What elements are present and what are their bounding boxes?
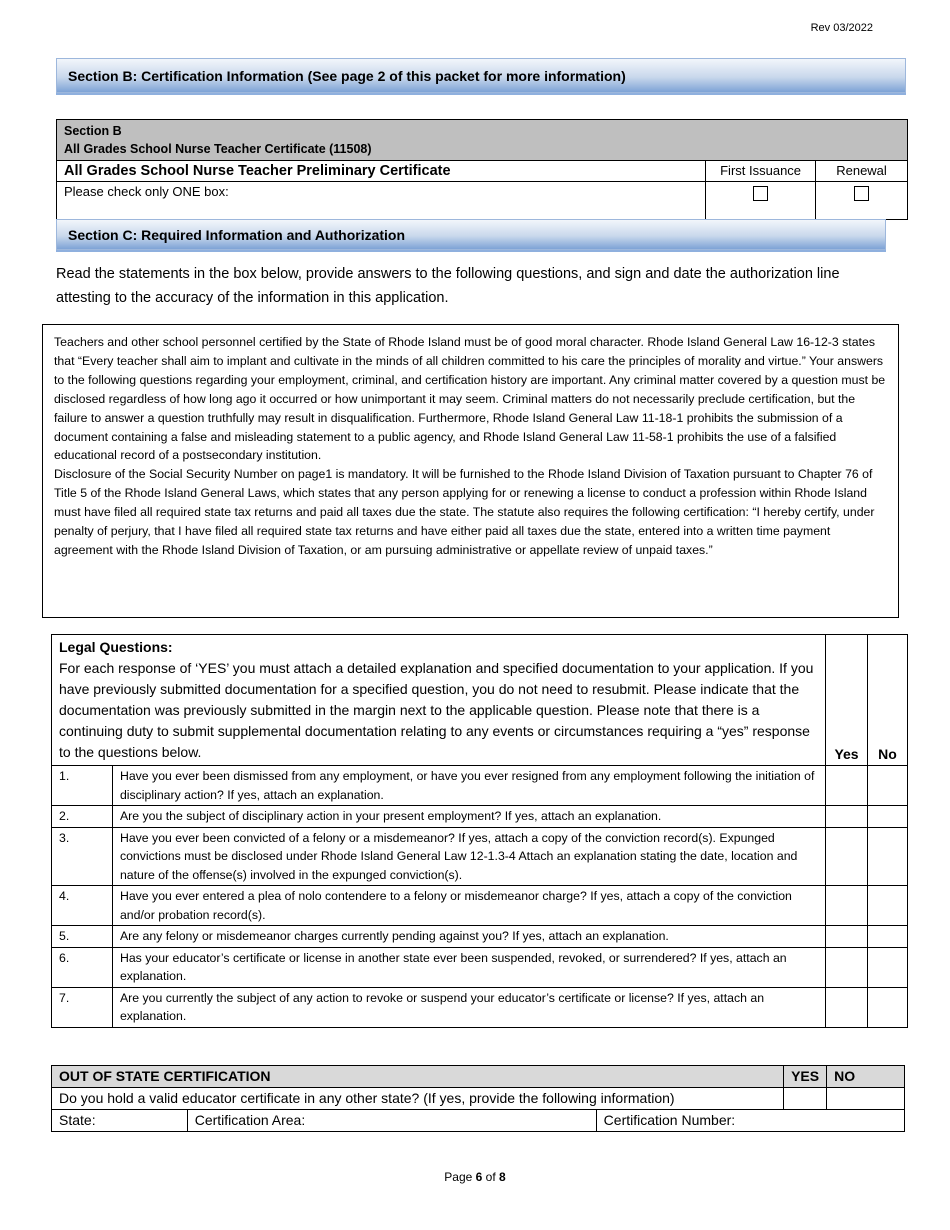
question-5-yes[interactable] <box>826 926 868 948</box>
legal-questions-table <box>51 634 908 1028</box>
question-7-no[interactable] <box>868 987 908 1027</box>
question-row-7 <box>52 987 908 1027</box>
out-of-state-title: OUT OF STATE CERTIFICATION <box>52 1066 784 1088</box>
question-number: 4. <box>52 886 113 926</box>
page-of: of <box>485 1170 496 1184</box>
question-number: 3. <box>52 827 113 886</box>
renewal-cell <box>816 182 908 220</box>
certification-area-field[interactable]: Certification Area: <box>187 1110 596 1132</box>
question-text: Have you ever been convicted of a felony or a misdemeanor? If yes, attach a copy of the conviction record(s). Expunged convictions must be disclosed under Rhode Island General Law 12-1.3-4 Attach an explanation stating the date, location and nature of the offense(s) involved in the expunged conviction(s). <box>112 827 825 886</box>
legal-instructions: For each response of ‘YES’ you must attach a detailed explanation and specified documentation to your application. If you have previously submitted documentation for a specified question, you do not need to resubmit. Please indicate that the documentation was previously submitted in the margin next to the applicable question. Please note that there is a continuing duty to submit supplemental documentation relating to any events or circumstances requiring a “yes” response to the questions below. <box>59 660 814 760</box>
question-row-1 <box>52 766 908 806</box>
question-number: 2. <box>52 806 113 828</box>
question-1-no[interactable] <box>868 766 908 806</box>
question-row-3 <box>52 827 908 886</box>
state-field[interactable]: State: <box>52 1110 188 1132</box>
question-1-yes[interactable] <box>826 766 868 806</box>
statement-paragraph-2: Disclosure of the Social Security Number on page1 is mandatory. It will be furnished to the Rhode Island Division of Taxation pursuant to Chapter 76 of Title 5 of the Rhode Island General Laws, which states that any person applying for or renewing a license to conduct a profession within Rhode Island must have filed all required state tax returns and paid all taxes due the state. The statute also requires the following certification: “I hereby certify, under penalty of perjury, that I have filed all required state tax returns and have either paid all taxes due the state, entered into a written time payment agreement with the Rhode Island Division of Taxation, or am pursuing administrative or appellate review of unpaid taxes.” <box>54 467 875 557</box>
question-text: Are you currently the subject of any action to revoke or suspend your educator’s certificate or license? If yes, attach an explanation. <box>112 987 825 1027</box>
oos-yes-cell[interactable] <box>784 1088 827 1110</box>
question-2-no[interactable] <box>868 806 908 828</box>
question-text: Have you ever entered a plea of nolo contendere to a felony or misdemeanor charge? If yes, attach a copy of the conviction and/or probation record(s). <box>112 886 825 926</box>
cert-title: All Grades School Nurse Teacher Certificate (11508) <box>64 142 372 156</box>
section-c-banner: Section C: Required Information and Authorization <box>56 219 886 250</box>
page-footer <box>0 1170 950 1184</box>
question-row-2 <box>52 806 908 828</box>
question-row-4 <box>52 886 908 926</box>
section-b-banner: Section B: Certification Information (See page 2 of this packet for more information) <box>56 58 906 93</box>
page-number: 6 <box>475 1170 483 1184</box>
question-3-no[interactable] <box>868 827 908 886</box>
question-3-yes[interactable] <box>826 827 868 886</box>
question-4-yes[interactable] <box>826 886 868 926</box>
question-text: Are any felony or misdemeanor charges currently pending against you? If yes, attach an explanation. <box>112 926 825 948</box>
no-header: No <box>868 635 908 766</box>
question-row-5 <box>52 926 908 948</box>
out-of-state-table <box>51 1065 905 1132</box>
section-b-label: Section B <box>64 124 122 138</box>
renewal-header: Renewal <box>816 161 908 182</box>
first-issuance-cell <box>706 182 816 220</box>
page-prefix: Page <box>444 1170 473 1184</box>
legal-header <box>52 635 826 766</box>
section-b-table <box>56 119 908 220</box>
statement-paragraph-1: Teachers and other school personnel certified by the State of Rhode Island must be of good moral character. Rhode Island General Law 16-12-3 states that “Every teacher shall aim to implant and cultivate in the minds of all children committed to his care the principles of morality and virtue.” Your answers to the following questions regarding your employment, criminal, and certification history are important. Any criminal matter covered by a question must be disclosed regardless of how long ago it occurred or how unimportant it may seem. Criminal matters do not necessarily preclude certification, but the failure to answer a question truthfully may result in disqualification. Furthermore, Rhode Island General Law 11-18-1 prohibits the submission of a document containing a false and misleading statement to a public agency, and Rhode Island General Law 11-58-1 prohibits the use of a falsified educational record of a postsecondary institution. <box>54 335 886 463</box>
question-number: 6. <box>52 947 113 987</box>
section-c-intro: Read the statements in the box below, provide answers to the following questions, and sign and date the authorization line attesting to the accuracy of the information in this application. <box>56 266 840 306</box>
question-number: 7. <box>52 987 113 1027</box>
legal-title: Legal Questions: <box>59 639 173 655</box>
question-text: Are you the subject of disciplinary action in your present employment? If yes, attach an explanation. <box>112 806 825 828</box>
page-total: 8 <box>499 1170 506 1184</box>
oos-yes-header: YES <box>784 1066 827 1088</box>
preliminary-cert: All Grades School Nurse Teacher Preliminary Certificate <box>57 161 706 182</box>
question-2-yes[interactable] <box>826 806 868 828</box>
question-4-no[interactable] <box>868 886 908 926</box>
question-6-no[interactable] <box>868 947 908 987</box>
oos-question: Do you hold a valid educator certificate in any other state? (If yes, provide the following information) <box>52 1088 784 1110</box>
statement-box <box>42 324 899 618</box>
check-one-label: Please check only ONE box: <box>57 182 706 220</box>
revision-label: Rev 03/2022 <box>810 22 873 34</box>
question-number: 5. <box>52 926 113 948</box>
question-text: Have you ever been dismissed from any employment, or have you ever resigned from any employment following the initiation of disciplinary action? If yes, attach an explanation. <box>112 766 825 806</box>
certification-number-field[interactable]: Certification Number: <box>596 1110 904 1132</box>
question-6-yes[interactable] <box>826 947 868 987</box>
renewal-checkbox[interactable] <box>854 186 869 201</box>
question-number: 1. <box>52 766 113 806</box>
section-b-header <box>57 120 908 161</box>
first-issuance-checkbox[interactable] <box>753 186 768 201</box>
question-5-no[interactable] <box>868 926 908 948</box>
oos-no-cell[interactable] <box>827 1088 905 1110</box>
oos-no-header: NO <box>827 1066 905 1088</box>
first-issuance-header: First Issuance <box>706 161 816 182</box>
question-text: Has your educator’s certificate or license in another state ever been suspended, revoked, or surrendered? If yes, attach an explanation. <box>112 947 825 987</box>
yes-header: Yes <box>826 635 868 766</box>
question-7-yes[interactable] <box>826 987 868 1027</box>
question-row-6 <box>52 947 908 987</box>
